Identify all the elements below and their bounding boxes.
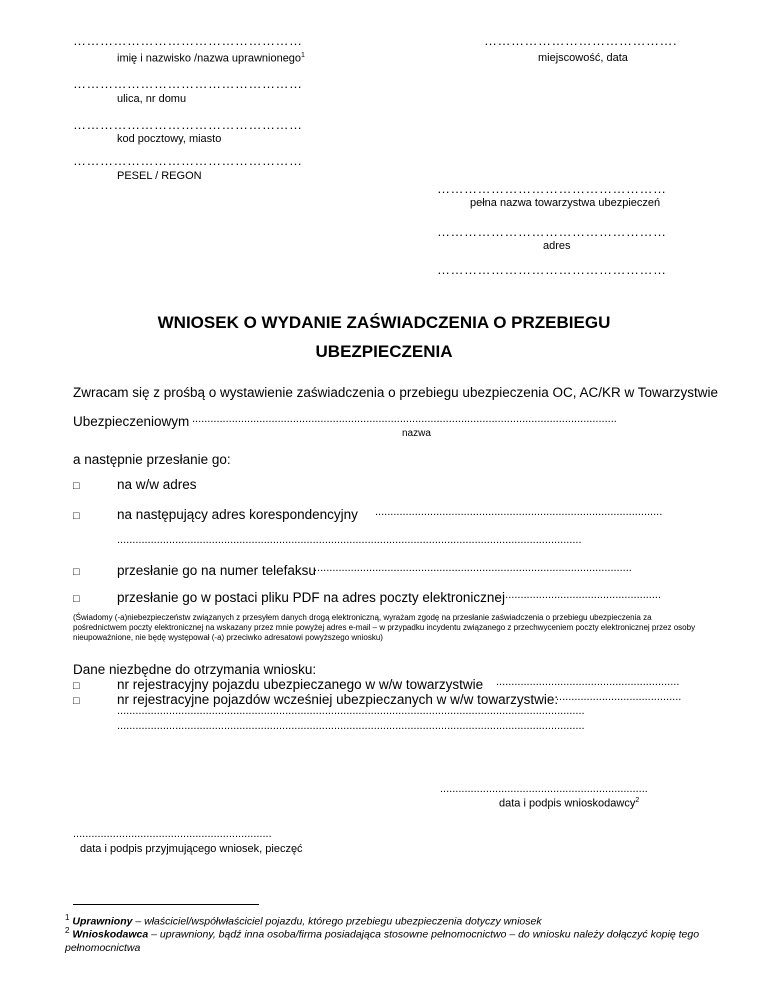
previous-reg-dotted-input-2[interactable]: ......................................................................................................................................................... [117, 705, 585, 717]
dotted-line: …………………………………………… [437, 181, 667, 196]
data-item-label: nr rejestracyjny pojazdu ubezpieczanego w w/w towarzystwie [117, 677, 484, 692]
previous-reg-dotted-input-3[interactable]: ......................................................................................................................................................... [117, 720, 585, 732]
dotted-line: …………………………………………… [73, 33, 303, 48]
address-dotted-input[interactable]: .............................................................................................. [375, 506, 663, 518]
request-label: Ubezpieczeniowym [73, 414, 190, 429]
document-title-line2: UBEZPIECZENIA [315, 342, 453, 361]
send-label: a następnie przesłanie go: [73, 452, 231, 467]
field-caption: ulica, nr domu [117, 93, 187, 105]
consent-note: (Świadomy (-a)niebezpieczeństw związanych z przesyłem danych drogą elektroniczną, wyrażam zgodę na przesłanie zaświadczenia o przebiegu ubezpieczenia za pośrednictwem poczty elektronicznej na wskazany przez mnie powyżej adres e-mail – w przypadku incydentu związanego z przechwyceniem poczty elektronicznej przez osoby nieupoważnione, nie będę występował (-a) przeciwko adresatowi powyższego wniosku) [73, 613, 696, 642]
checkbox[interactable]: □ [73, 680, 80, 692]
dotted-line: ................................................................. [73, 828, 272, 840]
option-label: przesłanie go w postaci pliku PDF na adres poczty elektronicznej [117, 590, 505, 605]
dotted-line: ……………………………………. [484, 33, 678, 48]
dotted-line: …………………………………………… [437, 262, 667, 277]
footnote-1: $^1$ Uprawniony – właściciel/współwłaściciel pojazdu, którego przebiegu ubezpieczenia dotyczy wniosek [65, 913, 542, 928]
previous-reg-dotted-input[interactable]: ......................................... [556, 691, 682, 703]
email-dotted-input[interactable]: ...................................................... [496, 589, 662, 601]
option-label: na w/w adres [117, 477, 197, 492]
checkbox[interactable]: □ [73, 593, 80, 605]
field-caption: adres [543, 240, 571, 252]
dotted-line: …………………………………………… [73, 76, 303, 91]
checkbox[interactable]: □ [73, 566, 80, 578]
data-item-label: nr rejestracyjne pojazdów wcześniej ubezpieczanych w w/w towarzystwie: [117, 692, 559, 707]
fax-dotted-input[interactable]: ........................................................................................................ [314, 562, 632, 574]
checkbox[interactable]: □ [73, 480, 80, 492]
dotted-line: …………………………………………… [73, 153, 303, 168]
option-label: na następujący adres korespondencyjny [117, 507, 358, 522]
field-caption: pełna nazwa towarzystwa ubezpieczeń [470, 197, 661, 209]
option-label: przesłanie go na numer telefaksu [117, 563, 316, 578]
field-caption: kod pocztowy, miasto [117, 133, 222, 145]
checkbox[interactable]: □ [73, 510, 80, 522]
dotted-line: .................................................................... [440, 783, 648, 795]
current-reg-dotted-input[interactable]: ............................................................ [496, 676, 680, 688]
field-caption: miejscowość, data [538, 52, 628, 64]
insurer-name-dotted-input[interactable]: ........................................................................................................................................... [192, 413, 617, 425]
document-title-line1: WNIOSEK O WYDANIE ZAŚWIADCZENIA O PRZEBIEGU [157, 313, 611, 332]
footnote-separator [73, 904, 259, 905]
dotted-line: …………………………………………… [73, 117, 303, 132]
field-caption: PESEL / REGON [117, 170, 202, 182]
field-caption: imię i nazwisko /nazwa uprawnionego$^1$ [117, 52, 305, 65]
field-caption: data i podpis wnioskodawcy$^2$ [499, 797, 640, 810]
dotted-line: …………………………………………… [437, 224, 667, 239]
footnote-2: $^2$ Wnioskodawca – uprawniony, bądź inna osoba/firma posiadająca stosowne pełnomocnictwo – do wniosku należy dołączyć kopię tego pełnomocnictwa [65, 926, 700, 954]
name-caption: nazwa [402, 428, 431, 439]
checkbox[interactable]: □ [73, 695, 80, 707]
request-text: Zwracam się z prośbą o wystawienie zaświadczenia o przebiegu ubezpieczenia OC, AC/KR w Towarzystwie [73, 385, 719, 400]
data-header: Dane niezbędne do otrzymania wniosku: [73, 662, 317, 677]
field-caption: data i podpis przyjmującego wniosek, pieczęć [80, 843, 303, 855]
address-dotted-input-2[interactable]: ........................................................................................................................................................ [117, 534, 582, 546]
